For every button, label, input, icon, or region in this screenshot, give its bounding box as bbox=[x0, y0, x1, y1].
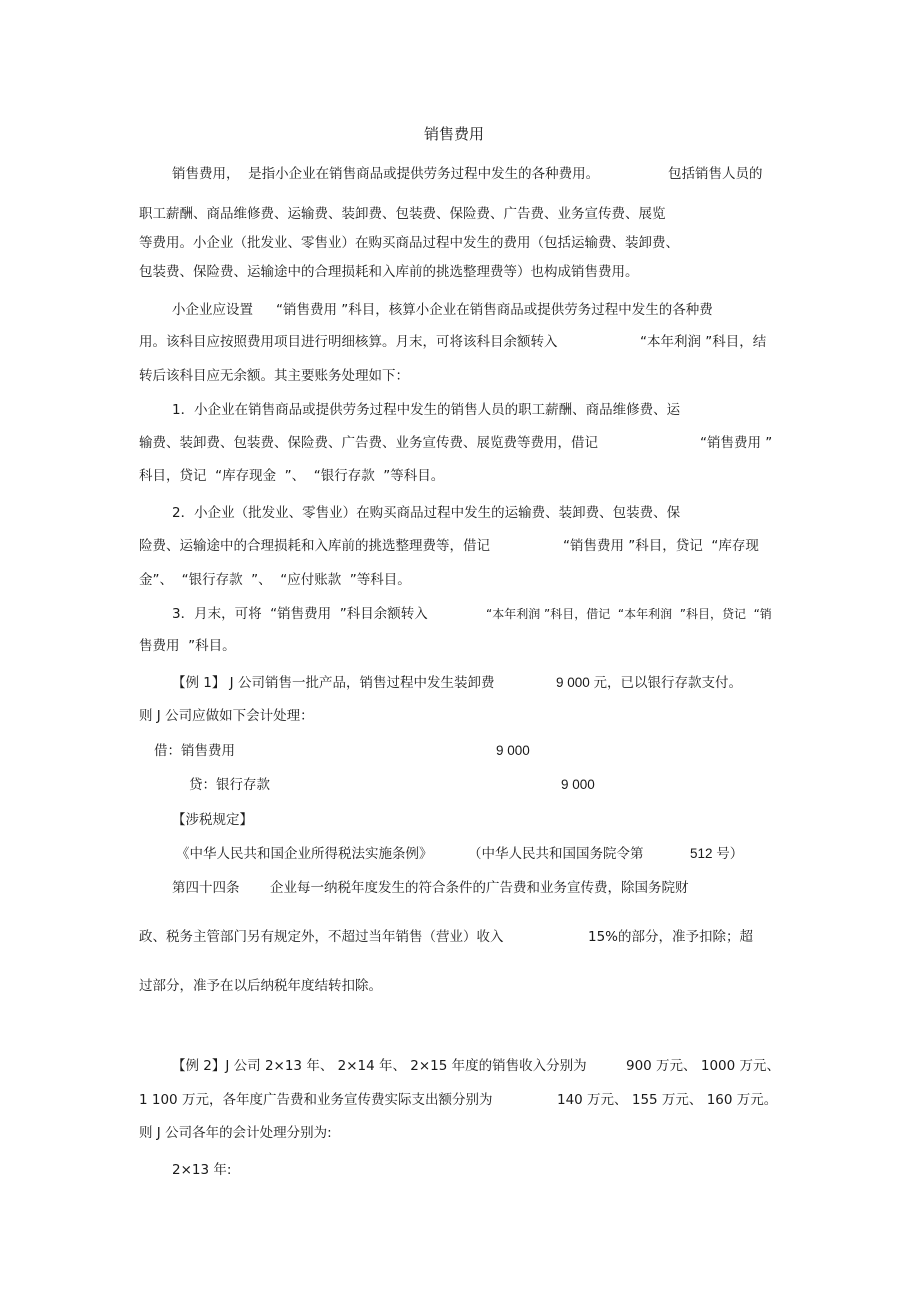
tax-article-line-2b: 15%的部分，准予扣除；超 bbox=[588, 929, 754, 945]
example-1-line-1b: 9 000 元，已以银行存款支付。 bbox=[556, 675, 743, 690]
tax-law-reference: （中华人民共和国国务院令第 bbox=[468, 846, 644, 862]
item-1-line-2a: 输费、装卸费、包装费、保险费、广告费、业务宣传费、展览费等费用，借记 bbox=[139, 435, 598, 451]
tax-law-number: 512 号） bbox=[690, 846, 744, 861]
paragraph-2-line-2b: “本年利润 ”科目，结 bbox=[640, 334, 767, 350]
paragraph-2-line-1a: 小企业应设置 bbox=[172, 302, 253, 318]
item-2-line-2b: “销售费用 ”科目，贷记 “库存现 bbox=[563, 538, 759, 554]
item-3-line-1b: “本年利润 ”科目，借记 “本年利润 ”科目，贷记 “销 bbox=[486, 607, 772, 621]
item-3-line-2: 售费用 ”科目。 bbox=[139, 638, 236, 654]
credit-entry-amount: 9 000 bbox=[561, 777, 595, 792]
example-1-line-1a: 【例 1】 J 公司销售一批产品，销售过程中发生装卸费 bbox=[172, 675, 495, 691]
tax-law-title: 《中华人民共和国企业所得税法实施条例》 bbox=[176, 846, 433, 862]
item-1-line-2b: “销售费用 ” bbox=[700, 435, 773, 451]
debit-entry-amount: 9 000 bbox=[496, 743, 530, 758]
example-2-line-2a: 1 100 万元，各年度广告费和业务宣传费实际支出额分别为 bbox=[139, 1092, 493, 1108]
item-2-line-1: 2．小企业（批发业、零售业）在购买商品过程中发生的运输费、装卸费、包装费、保 bbox=[172, 505, 681, 521]
example-1-line-2: 则 J 公司应做如下会计处理： bbox=[139, 708, 314, 724]
example-2-line-4: 2×13 年: bbox=[172, 1162, 232, 1178]
paragraph-2-line-2a: 用。该科目应按照费用项目进行明细核算。月末，可将该科目余额转入 bbox=[139, 334, 558, 350]
item-1-line-1: 1．小企业在销售商品或提供劳务过程中发生的销售人员的职工薪酬、商品维修费、运 bbox=[172, 402, 681, 418]
paragraph-1-line-1b: 包括销售人员的 bbox=[668, 166, 763, 182]
paragraph-1-line-1: 销售费用， 是指小企业在销售商品或提供劳务过程中发生的各种费用。 bbox=[172, 166, 600, 182]
example-2-line-2b: 140 万元、 155 万元、 160 万元。 bbox=[557, 1092, 778, 1108]
paragraph-2-line-3: 转后该科目应无余额。其主要账务处理如下： bbox=[139, 368, 409, 384]
item-2-line-2a: 险费、运输途中的合理损耗和入库前的挑选整理费等，借记 bbox=[139, 538, 490, 554]
paragraph-1-line-2: 职工薪酬、商品维修费、运输费、装卸费、包装费、保险费、广告费、业务宣传费、展览 bbox=[139, 206, 666, 222]
tax-heading: 【涉税规定】 bbox=[172, 812, 253, 828]
item-2-line-3: 金”、 “银行存款 ”、 “应付账款 ”等科目。 bbox=[139, 572, 411, 588]
example-2-line-3: 则 J 公司各年的会计处理分别为: bbox=[139, 1125, 332, 1141]
tax-article-line-2a: 政、税务主管部门另有规定外，不超过当年销售（营业）收入 bbox=[139, 929, 504, 945]
example-2-line-1b: 900 万元、 1000 万元、 bbox=[626, 1058, 780, 1074]
doc-title: 销售费用 bbox=[424, 125, 485, 143]
credit-entry-label: 贷：银行存款 bbox=[189, 777, 270, 793]
item-3-line-1a: 3．月末，可将 “销售费用 ”科目余额转入 bbox=[172, 606, 428, 622]
example-2-line-1a: 【例 2】J 公司 2×13 年、 2×14 年、 2×15 年度的销售收入分别为 bbox=[172, 1058, 587, 1074]
tax-article-number: 第四十四条 bbox=[172, 880, 240, 896]
paragraph-2-line-1b: “销售费用 ”科目，核算小企业在销售商品或提供劳务过程中发生的各种费 bbox=[276, 302, 713, 318]
paragraph-1-line-4: 包装费、保险费、运输途中的合理损耗和入库前的挑选整理费等）也构成销售费用。 bbox=[139, 264, 639, 280]
debit-entry-label: 借：销售费用 bbox=[154, 743, 235, 759]
item-1-line-3: 科目，贷记 “库存现金 ”、 “银行存款 ”等科目。 bbox=[139, 468, 445, 484]
tax-article-line-1: 企业每一纳税年度发生的符合条件的广告费和业务宣传费，除国务院财 bbox=[270, 880, 689, 896]
paragraph-1-line-3: 等费用。小企业（批发业、零售业）在购买商品过程中发生的费用（包括运输费、装卸费、 bbox=[139, 235, 679, 251]
tax-article-line-3: 过部分，准予在以后纳税年度结转扣除。 bbox=[139, 978, 382, 994]
